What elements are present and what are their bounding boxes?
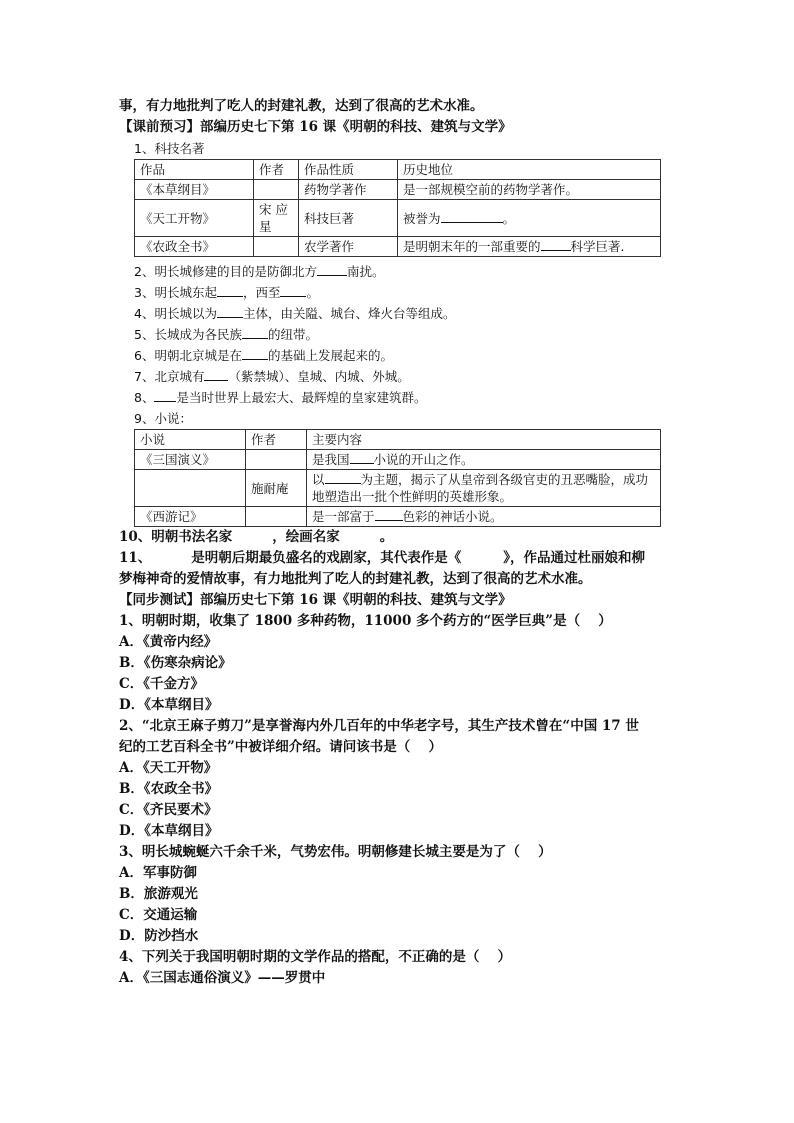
table-row — [135, 470, 661, 507]
table-cell — [398, 237, 661, 257]
fill-blank — [441, 210, 503, 223]
mc-option[interactable]: B．《农政全书》 — [119, 781, 219, 797]
table-cell: 是我国 小说的开山之作。 — [307, 450, 661, 470]
table-cell — [254, 237, 299, 257]
table-cell: 《农政全书》 — [135, 237, 254, 257]
mc-option[interactable]: B．旅游观光 — [119, 886, 198, 902]
mc-option[interactable]: C．交通运输 — [119, 907, 198, 923]
table-cell — [135, 470, 246, 507]
question-7: 7、北京城有 （紫禁城）、皇城、内城、外城。 — [134, 369, 410, 384]
table-header-row — [135, 160, 661, 180]
question-10: 10、明朝书法名家 ，绘画名家 。 — [119, 529, 394, 545]
table-header-row — [135, 430, 661, 450]
table-header: 作品 — [135, 160, 254, 180]
table-row — [135, 200, 661, 237]
table-cell: 施耐庵 — [246, 470, 307, 507]
test-header: 【同步测试】部编历史七下第 16 课《明朝的科技、建筑与文学》 — [119, 592, 512, 608]
table-cell: 是一部富于 色彩的神话小说。 — [307, 507, 661, 527]
mc-option[interactable]: C．《齐民要术》 — [119, 802, 218, 818]
question-8: 8、 是当时世界上最宏大、最辉煌的皇家建筑群。 — [134, 390, 427, 405]
question-6: 6、明朝北京城是在 的基础上发展起来的。 — [134, 348, 393, 363]
table-header: 作者 — [246, 430, 307, 450]
table-cell: 《三国演义》 — [135, 450, 246, 470]
question-11: 11、 是明朝后期最负盛名的戏剧家，其代表作是《 》，作品通过杜丽娘和柳 — [119, 550, 646, 566]
table-cell: 是一部规模空前的药物学著作。 — [398, 180, 661, 200]
cell-text: 是明朝末年的一部重要的 — [403, 239, 541, 254]
novels-table — [134, 429, 661, 527]
worksheet-page — [119, 96, 679, 989]
mc-stem: 2、“北京王麻子剪刀”是享誉海内外几百年的中华老字号，其生产技术曾在“中国 17 世 — [119, 718, 639, 734]
table-header: 作者 — [254, 160, 299, 180]
mc-option[interactable]: A．军事防御 — [119, 865, 197, 881]
table-cell: 农学著作 — [299, 237, 398, 257]
q1-title: 1、科技名著 — [134, 141, 205, 156]
question-3: 3、明长城东起 ，西至 。 — [134, 285, 319, 300]
table-header: 主要内容 — [307, 430, 661, 450]
mc-option[interactable]: A．《天工开物》 — [119, 760, 218, 776]
table-cell — [246, 450, 307, 470]
table-row — [135, 237, 661, 257]
table-cell: 《本草纲目》 — [135, 180, 254, 200]
table-cell: 《天工开物》 — [135, 200, 254, 237]
preview-header: 【课前预习】部编历史七下第 16 课《明朝的科技、建筑与文学》 — [119, 119, 512, 135]
question-9: 9、小说： — [134, 411, 192, 426]
table-row — [135, 507, 661, 527]
table-row — [135, 180, 661, 200]
mc-option[interactable]: D．防沙挡水 — [119, 928, 199, 944]
table-row — [135, 450, 661, 470]
cell-text: 被誉为 — [403, 210, 441, 226]
table-header: 历史地位 — [398, 160, 661, 180]
mc-option[interactable]: B．《伤寒杂病论》 — [119, 655, 232, 671]
fill-blank — [541, 238, 571, 251]
cell-text: 科学巨著. — [570, 239, 625, 254]
table-cell — [398, 200, 661, 237]
science-works-table — [134, 159, 661, 257]
mc-stem: 1、明朝时期，收集了 1800 多种药物，11000 多个药方的“医学巨典”是（ ） — [119, 613, 612, 629]
question-11-cont: 梦梅神奇的爱情故事，有力地批判了吃人的封建礼教，达到了很高的艺术水准。 — [119, 571, 592, 587]
mc-option[interactable]: A．《黄帝内经》 — [119, 634, 218, 650]
table-cell — [254, 180, 299, 200]
mc-option[interactable]: D．《本草纲目》 — [119, 697, 219, 713]
table-cell: 药物学著作 — [299, 180, 398, 200]
table-cell: 宋应星 — [254, 200, 299, 237]
mc-option[interactable]: D．《本草纲目》 — [119, 823, 219, 839]
intro-line: 事，有力地批判了吃人的封建礼教，达到了很高的艺术水准。 — [119, 98, 484, 114]
mc-stem: 3、明长城蜿蜒六千余千米，气势宏伟。明朝修建长城主要是为了（ ） — [119, 844, 552, 860]
question-4: 4、明长城以为 主体，由关隘、城台、烽火台等组成。 — [134, 306, 456, 321]
mc-stem: 4、下列关于我国明朝时期的文学作品的搭配，不正确的是（ ） — [119, 949, 512, 965]
mc-stem-cont: 纪的工艺百科全书”中被详细介绍。请问该书是（ ） — [119, 739, 442, 755]
table-cell — [246, 507, 307, 527]
cell-text: 。 — [502, 210, 516, 226]
table-cell: 以 为主题，揭示了从皇帝到各级官吏的丑恶嘴脸，成功地塑造出一批个性鲜明的英雄形象。 — [307, 470, 661, 507]
table-cell: 科技巨著 — [299, 200, 398, 237]
mc-option[interactable]: A．《三国志通俗演义》——罗贯中 — [119, 970, 326, 986]
mc-option[interactable]: C．《千金方》 — [119, 676, 204, 692]
question-5: 5、长城成为各民族 的纽带。 — [134, 327, 318, 342]
table-header: 小说 — [135, 430, 246, 450]
table-header: 作品性质 — [299, 160, 398, 180]
question-2: 2、明长城修建的目的是防御北方 南扰。 — [134, 264, 385, 279]
table-cell: 《西游记》 — [135, 507, 246, 527]
